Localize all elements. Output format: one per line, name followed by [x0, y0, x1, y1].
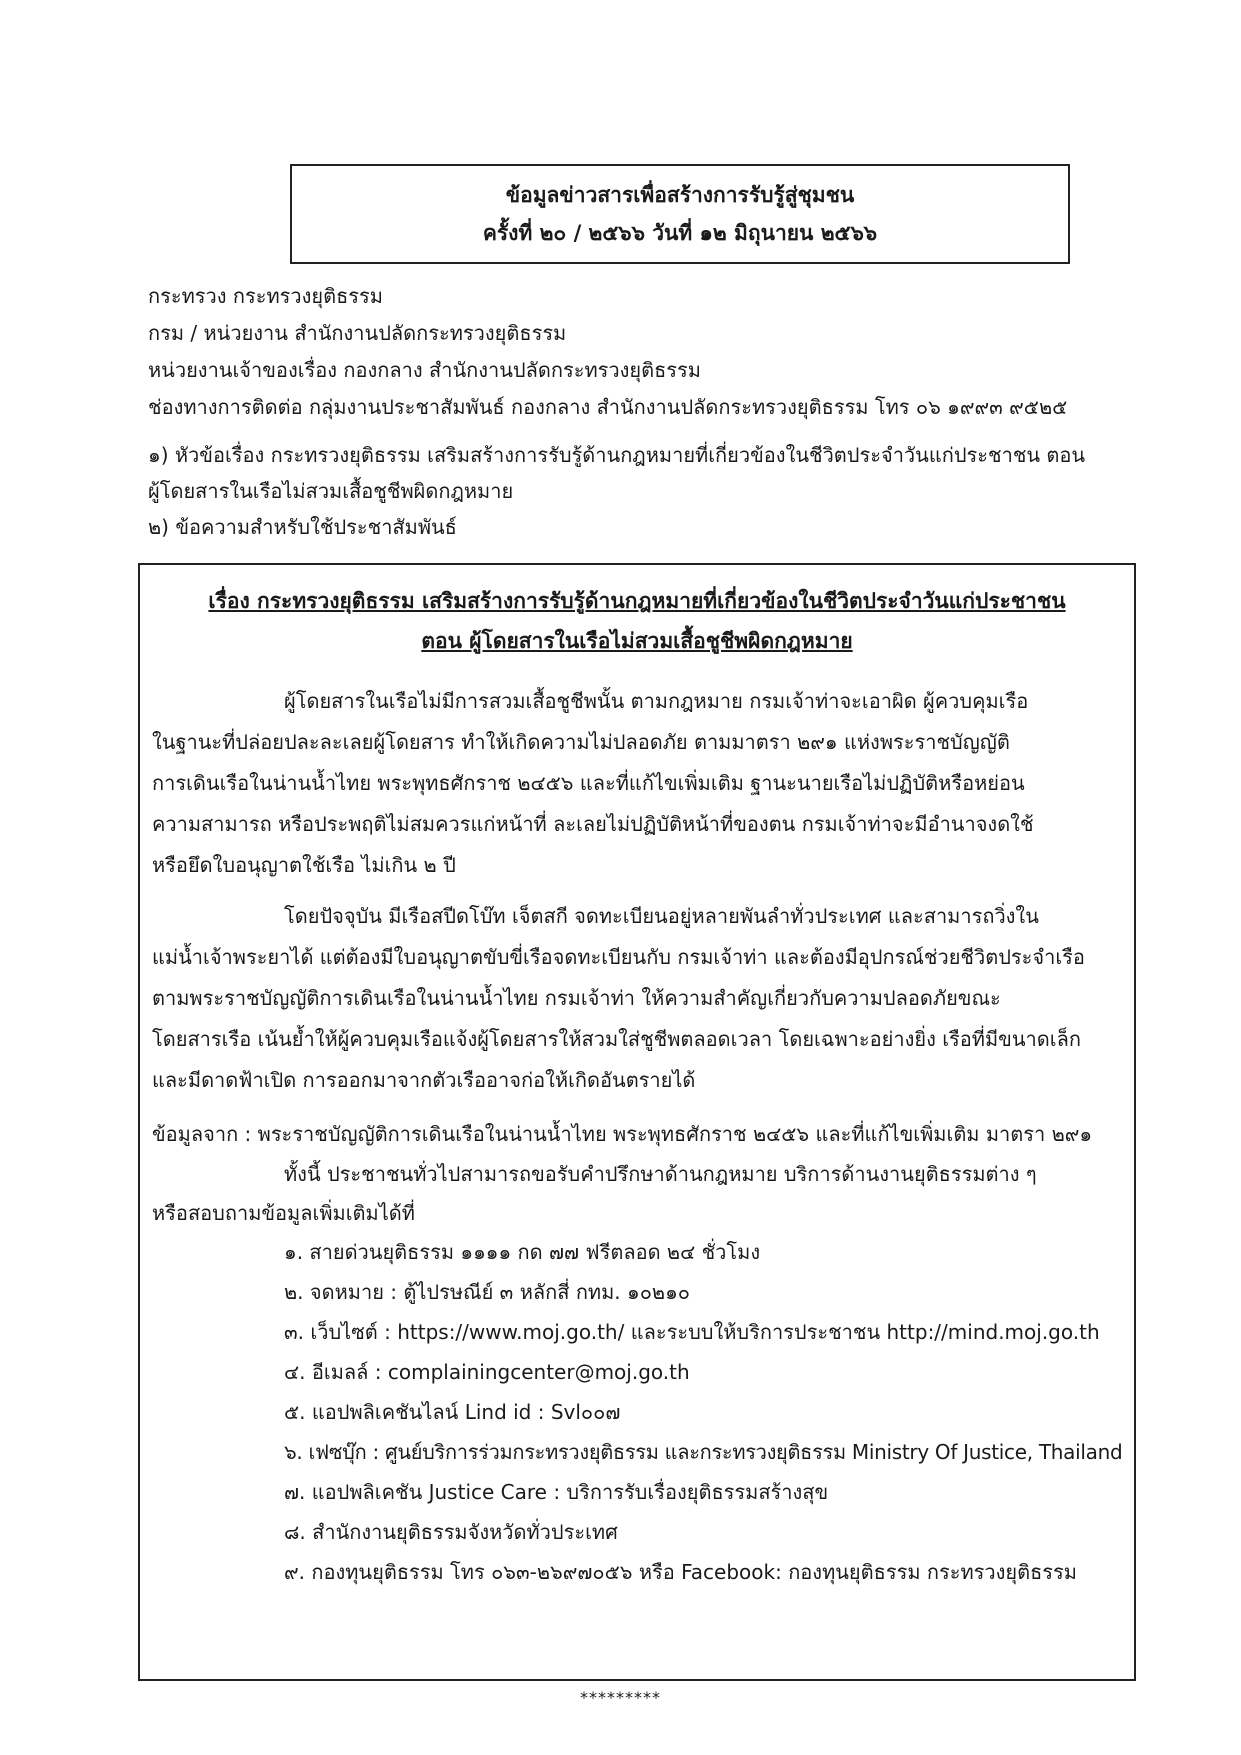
paragraph-line: โดยปัจจุบัน มีเรือสปีดโบ๊ท เจ็ตสกี จดทะเบียนอยู่หลายพันลำทั่วประเทศ และสามารถวิ่งใน: [284, 904, 1039, 928]
article-title: [140, 581, 1134, 661]
topic-line-2: ผู้โดยสารในเรือไม่สวมเสื้อชูชีพผิดกฎหมาย: [148, 479, 514, 503]
source-note: [152, 1114, 1124, 1155]
source-line: ข้อมูลจาก : พระราชบัญญัติการเดินเรือในน่านน้ำไทย พระพุทธศักราช ๒๔๕๖ และที่แก้ไขเพิ่มเติม มาตรา ๒๙๑: [152, 1122, 1093, 1146]
paragraph-3: [152, 1155, 1124, 1233]
paragraph-line: ความสามารถ หรือประพฤติไม่สมควรแก่หน้าที่ ละเลยไม่ปฏิบัติหน้าที่ของตน กรมเจ้าท่าจะมีอำนาจงดใช้: [152, 812, 1034, 836]
article-title-line-1: เรื่อง กระทรวงยุติธรรม เสริมสร้างการรับรู้ด้านกฎหมายที่เกี่ยวข้องในชีวิตประจำวันแก่ประชาชน: [208, 589, 1066, 613]
article-box: [138, 563, 1136, 1681]
paragraph-2: [152, 896, 1124, 1101]
meta-contact: ช่องทางการติดต่อ กลุ่มงานประชาสัมพันธ์ กองกลาง สำนักงานปลัดกระทรวงยุติธรรม โทร ๐๖ ๑๙๙๓ ๙๕๒๕: [148, 395, 1068, 419]
paragraph-line: ผู้โดยสารในเรือไม่มีการสวมเสื้อชูชีพนั้น ตามกฎหมาย กรมเจ้าท่าจะเอาผิด ผู้ควบคุมเรือ: [284, 689, 1029, 713]
header-box: [290, 164, 1070, 264]
contact-list: [284, 1232, 1124, 1592]
paragraph-line: ในฐานะที่ปล่อยปละละเลยผู้โดยสาร ทำให้เกิดความไม่ปลอดภัย ตามมาตรา ๒๙๑ แห่งพระราชบัญญัติ: [152, 730, 1010, 754]
paragraph-line: หรือสอบถามข้อมูลเพิ่มเติมได้ที่: [152, 1201, 415, 1225]
meta-owner: หน่วยงานเจ้าของเรื่อง กองกลาง สำนักงานปลัดกระทรวงยุติธรรม: [148, 358, 701, 382]
paragraph-line: โดยสารเรือ เน้นย้ำให้ผู้ควบคุมเรือแจ้งผู้โดยสารให้สวมใส่ชูชีพตลอดเวลา โดยเฉพาะอย่างยิ่ง เรือที่มีขนาดเล็ก: [152, 1027, 1081, 1051]
meta-ministry: กระทรวง กระทรวงยุติธรรม: [148, 284, 383, 308]
paragraph-line: ทั้งนี้ ประชาชนทั่วไปสามารถขอรับคำปรึกษาด้านกฎหมาย บริการด้านงานยุติธรรมต่าง ๆ: [284, 1162, 1037, 1186]
list-item: ๙. กองทุนยุติธรรม โทร ๐๖๓-๒๖๙๗๐๕๖ หรือ Facebook: กองทุนยุติธรรม กระทรวงยุติธรรม: [284, 1560, 1077, 1584]
paragraph-line: ตามพระราชบัญญัติการเดินเรือในน่านน้ำไทย กรมเจ้าท่า ให้ความสำคัญเกี่ยวกับความปลอดภัยขณะ: [152, 986, 1001, 1010]
list-item: ๗. แอปพลิเคชัน Justice Care : บริการรับเรื่องยุติธรรมสร้างสุข: [284, 1480, 829, 1504]
meta-block: [148, 278, 1108, 426]
article-title-line-2: ตอน ผู้โดยสารในเรือไม่สวมเสื้อชูชีพผิดกฎหมาย: [421, 629, 853, 653]
pr-message-heading: ๒) ข้อความสำหรับใช้ประชาสัมพันธ์: [148, 515, 457, 539]
list-item: ๖. เฟซบุ๊ก : ศูนย์บริการร่วมกระทรวงยุติธรรม และกระทรวงยุติธรรม Ministry Of Justice, Thailand: [284, 1440, 1123, 1464]
topic-line-1: ๑) หัวข้อเรื่อง กระทรวงยุติธรรม เสริมสร้างการรับรู้ด้านกฎหมายที่เกี่ยวข้องในชีวิตประจำวันแก่ประชาชน ตอน: [148, 443, 1086, 467]
paragraph-line: การเดินเรือในน่านน้ำไทย พระพุทธศักราช ๒๔๕๖ และที่แก้ไขเพิ่มเติม ฐานะนายเรือไม่ปฏิบัติหรือหย่อน: [152, 771, 1025, 795]
list-item: ๑. สายด่วนยุติธรรม ๑๑๑๑ กด ๗๗ ฟรีตลอด ๒๔ ชั่วโมง: [284, 1240, 761, 1264]
list-item: ๓. เว็บไซต์ : https://www.moj.go.th/ และระบบให้บริการประชาชน http://mind.moj.go.th: [284, 1320, 1100, 1344]
header-title: ข้อมูลข่าวสารเพื่อสร้างการรับรู้สู่ชุมชน: [505, 183, 855, 207]
paragraph-line: และมีดาดฟ้าเปิด การออกมาจากตัวเรืออาจก่อให้เกิดอันตรายได้: [152, 1068, 696, 1092]
sections-block: [148, 437, 1108, 545]
paragraph-1: [152, 681, 1124, 886]
paragraph-line: แม่น้ำเจ้าพระยาได้ แต่ต้องมีใบอนุญาตขับขี่เรือจดทะเบียนกับ กรมเจ้าท่า และต้องมีอุปกรณ์ช่วยชีวิตประจำเรือ: [152, 945, 1085, 969]
list-item: ๘. สำนักงานยุติธรรมจังหวัดทั่วประเทศ: [284, 1520, 618, 1544]
list-item: ๔. อีเมลล์ : complainingcenter@moj.go.th: [284, 1360, 690, 1384]
paragraph-line: หรือยึดใบอนุญาตใช้เรือ ไม่เกิน ๒ ปี: [152, 853, 456, 877]
meta-department: กรม / หน่วยงาน สำนักงานปลัดกระทรวงยุติธรรม: [148, 321, 567, 345]
header-issue-date: ครั้งที่ ๒๐ / ๒๕๖๖ วันที่ ๑๒ มิถุนายน ๒๕๖๖: [482, 221, 878, 245]
end-stars: *********: [580, 1688, 661, 1707]
list-item: ๒. จดหมาย : ตู้ไปรษณีย์ ๓ หลักสี่ กทม. ๑๐๒๑๐: [284, 1280, 690, 1304]
list-item: ๕. แอปพลิเคชันไลน์ Lind id : Svl๐๐๗: [284, 1400, 621, 1424]
